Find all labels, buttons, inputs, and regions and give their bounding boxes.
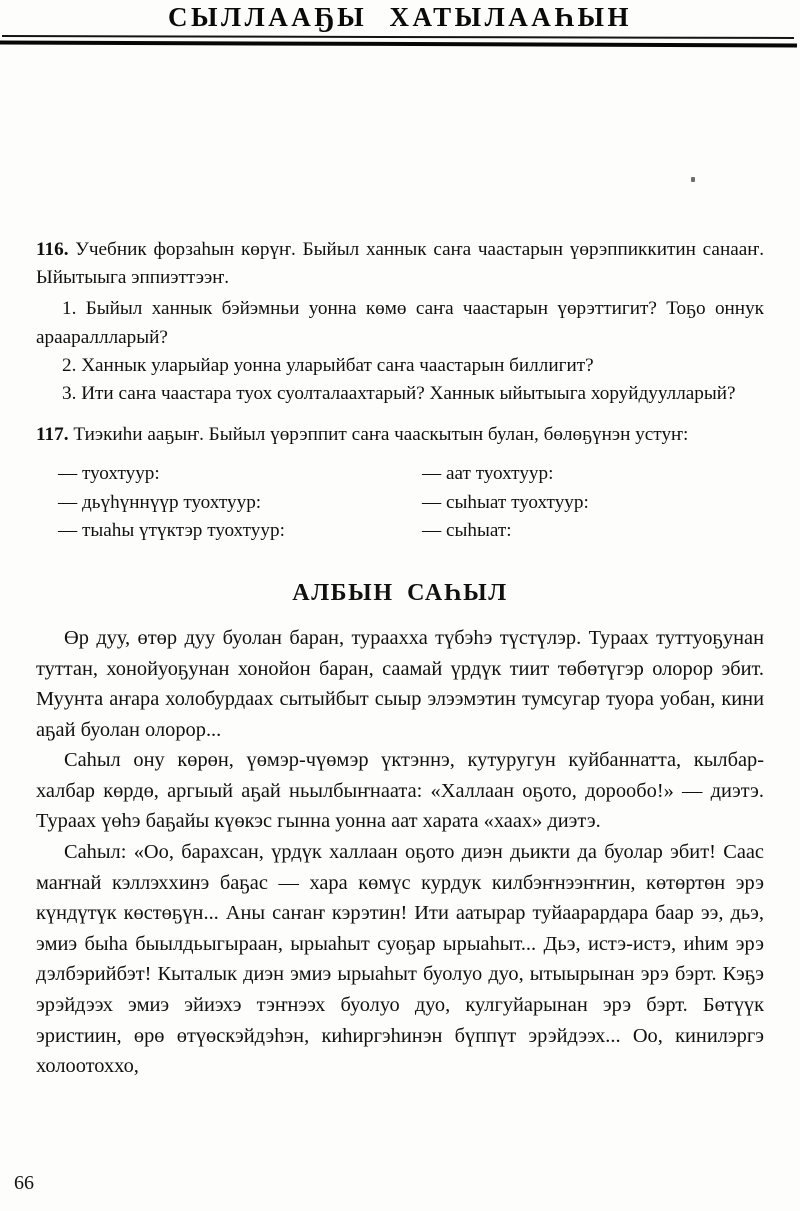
- list-item: — тыаһы үтүктэр туохтуур:: [58, 520, 285, 542]
- list-item: — дьүһүннүүр туохтуур:: [58, 491, 262, 513]
- story-paragraph: Саһыл ону көрөн, үөмэр-чүөмэр үктэннэ, кутуругун куйбаннатта, кылбар-халбар көрдө, аргыый аҕай ньылбыҥнаата: «Халлаан оҕото, дорообо!» — диэтэ. Тураах үөһэ баҕайы күөкэс гынна уонна аат харата «хаах» диэтэ.: [36, 749, 764, 833]
- exercise-117-number: 117.: [36, 424, 69, 446]
- list-item: — сыһыат туохтуур:: [422, 491, 589, 513]
- exercise-116-prompt-text: Учебник форзаһын көрүҥ. Быйыл ханнык саҥа чаастарын үөрэппиккитин санааҥ. Ыйытыыга эппиэттээҥ.: [36, 239, 764, 289]
- list-item: — туохтуур:: [58, 463, 160, 485]
- exercise-117-prompt: [36, 421, 764, 449]
- exercise-116-number: 116.: [36, 239, 69, 260]
- exercise-117-list: [36, 460, 764, 546]
- exercise-117-list-right: [408, 460, 762, 546]
- exercise-117-prompt-text: Тиэкиһи ааҕыҥ. Быйыл үөрэппит саҥа чааскытын булан, бөлөҕүнэн устуҥ:: [68, 424, 689, 446]
- running-head: СЫЛЛААҔЫ ХАТЫЛААҺЫН: [167, 2, 633, 32]
- header-rule: [0, 36, 800, 50]
- exercise-117-list-left: [36, 460, 408, 546]
- exercise-116-question-1: 1. Быйыл ханнык бэйэмньи уонна көмө саҥа чаастарын үөрэттигит? Тоҕо оннук араараллларый?: [36, 298, 764, 348]
- list-item: — сыһыат:: [422, 520, 512, 542]
- exercise-116-prompt: [36, 236, 764, 292]
- exercise-116-question-2: 2. Ханнык уларыйар уонна уларыйбат саҥа чаастарын биллигит?: [62, 354, 594, 376]
- story-paragraph: Өр дуу, өтөр дуу буолан баран, тураахха түбэһэ түстүлэр. Тураах туттуоҕунан туттан, хонойуоҕунан хонойон баран, саамай үрдүк тиит төбөтүгэр олорор эбит. Муунта аҥара холобурдаах сытыйбыт сыыр элээмэтин тумсугар туора уобан, кини аҕай буолан олорор...: [36, 626, 764, 741]
- page-number: 66: [14, 1172, 34, 1194]
- exercise-116-question-3: 3. Ити саҥа чаастара туох суолталаахтарый? Ханнык ыйытыыга хоруйдуулларый?: [62, 383, 736, 405]
- text-column: [36, 236, 764, 1082]
- header-rule-thin: [2, 35, 794, 39]
- scan-speck: [691, 177, 695, 182]
- list-item: — аат туохтуур:: [422, 463, 554, 485]
- header-rule-thick: [0, 40, 797, 47]
- story-title: АЛБЫН САҺЫЛ: [292, 579, 508, 606]
- story-paragraph: Саһыл: «Оо, барахсан, үрдүк халлаан оҕото диэн дьикти да буолар эбит! Саас маҥнай кэллэххинэ баҕас — хара көмүс курдук килбэҥнээҥҥин, көтөртөн эрэ күндүтүк көстөҕүн... Аны саҥаҥ кэрэтин! Ити аатырар туйаарардара баар ээ, дьэ, эмиэ быһа быылдьыгыраан, ырыаһыт суоҕар ырыаһыт... Дьэ, истэ-истэ, иһим эрэ дэлбэрийбэт! Кыталык диэн эмиэ ырыаһыт буолуо дуо, ытыырынан эрэ бэрт. Кэҕэ эрэйдээх эмиэ эйиэхэ тэҥнээх буолуо дуо, кулгуйарынан эрэ бэрт. Бөтүүк эристиин, өрө өтүөскэйдэһэн, киһиргэһинэн бүппүт эрэйдээх... Оо, кинилэргэ холоотоххо,: [36, 841, 764, 1078]
- story-body: [36, 623, 764, 1082]
